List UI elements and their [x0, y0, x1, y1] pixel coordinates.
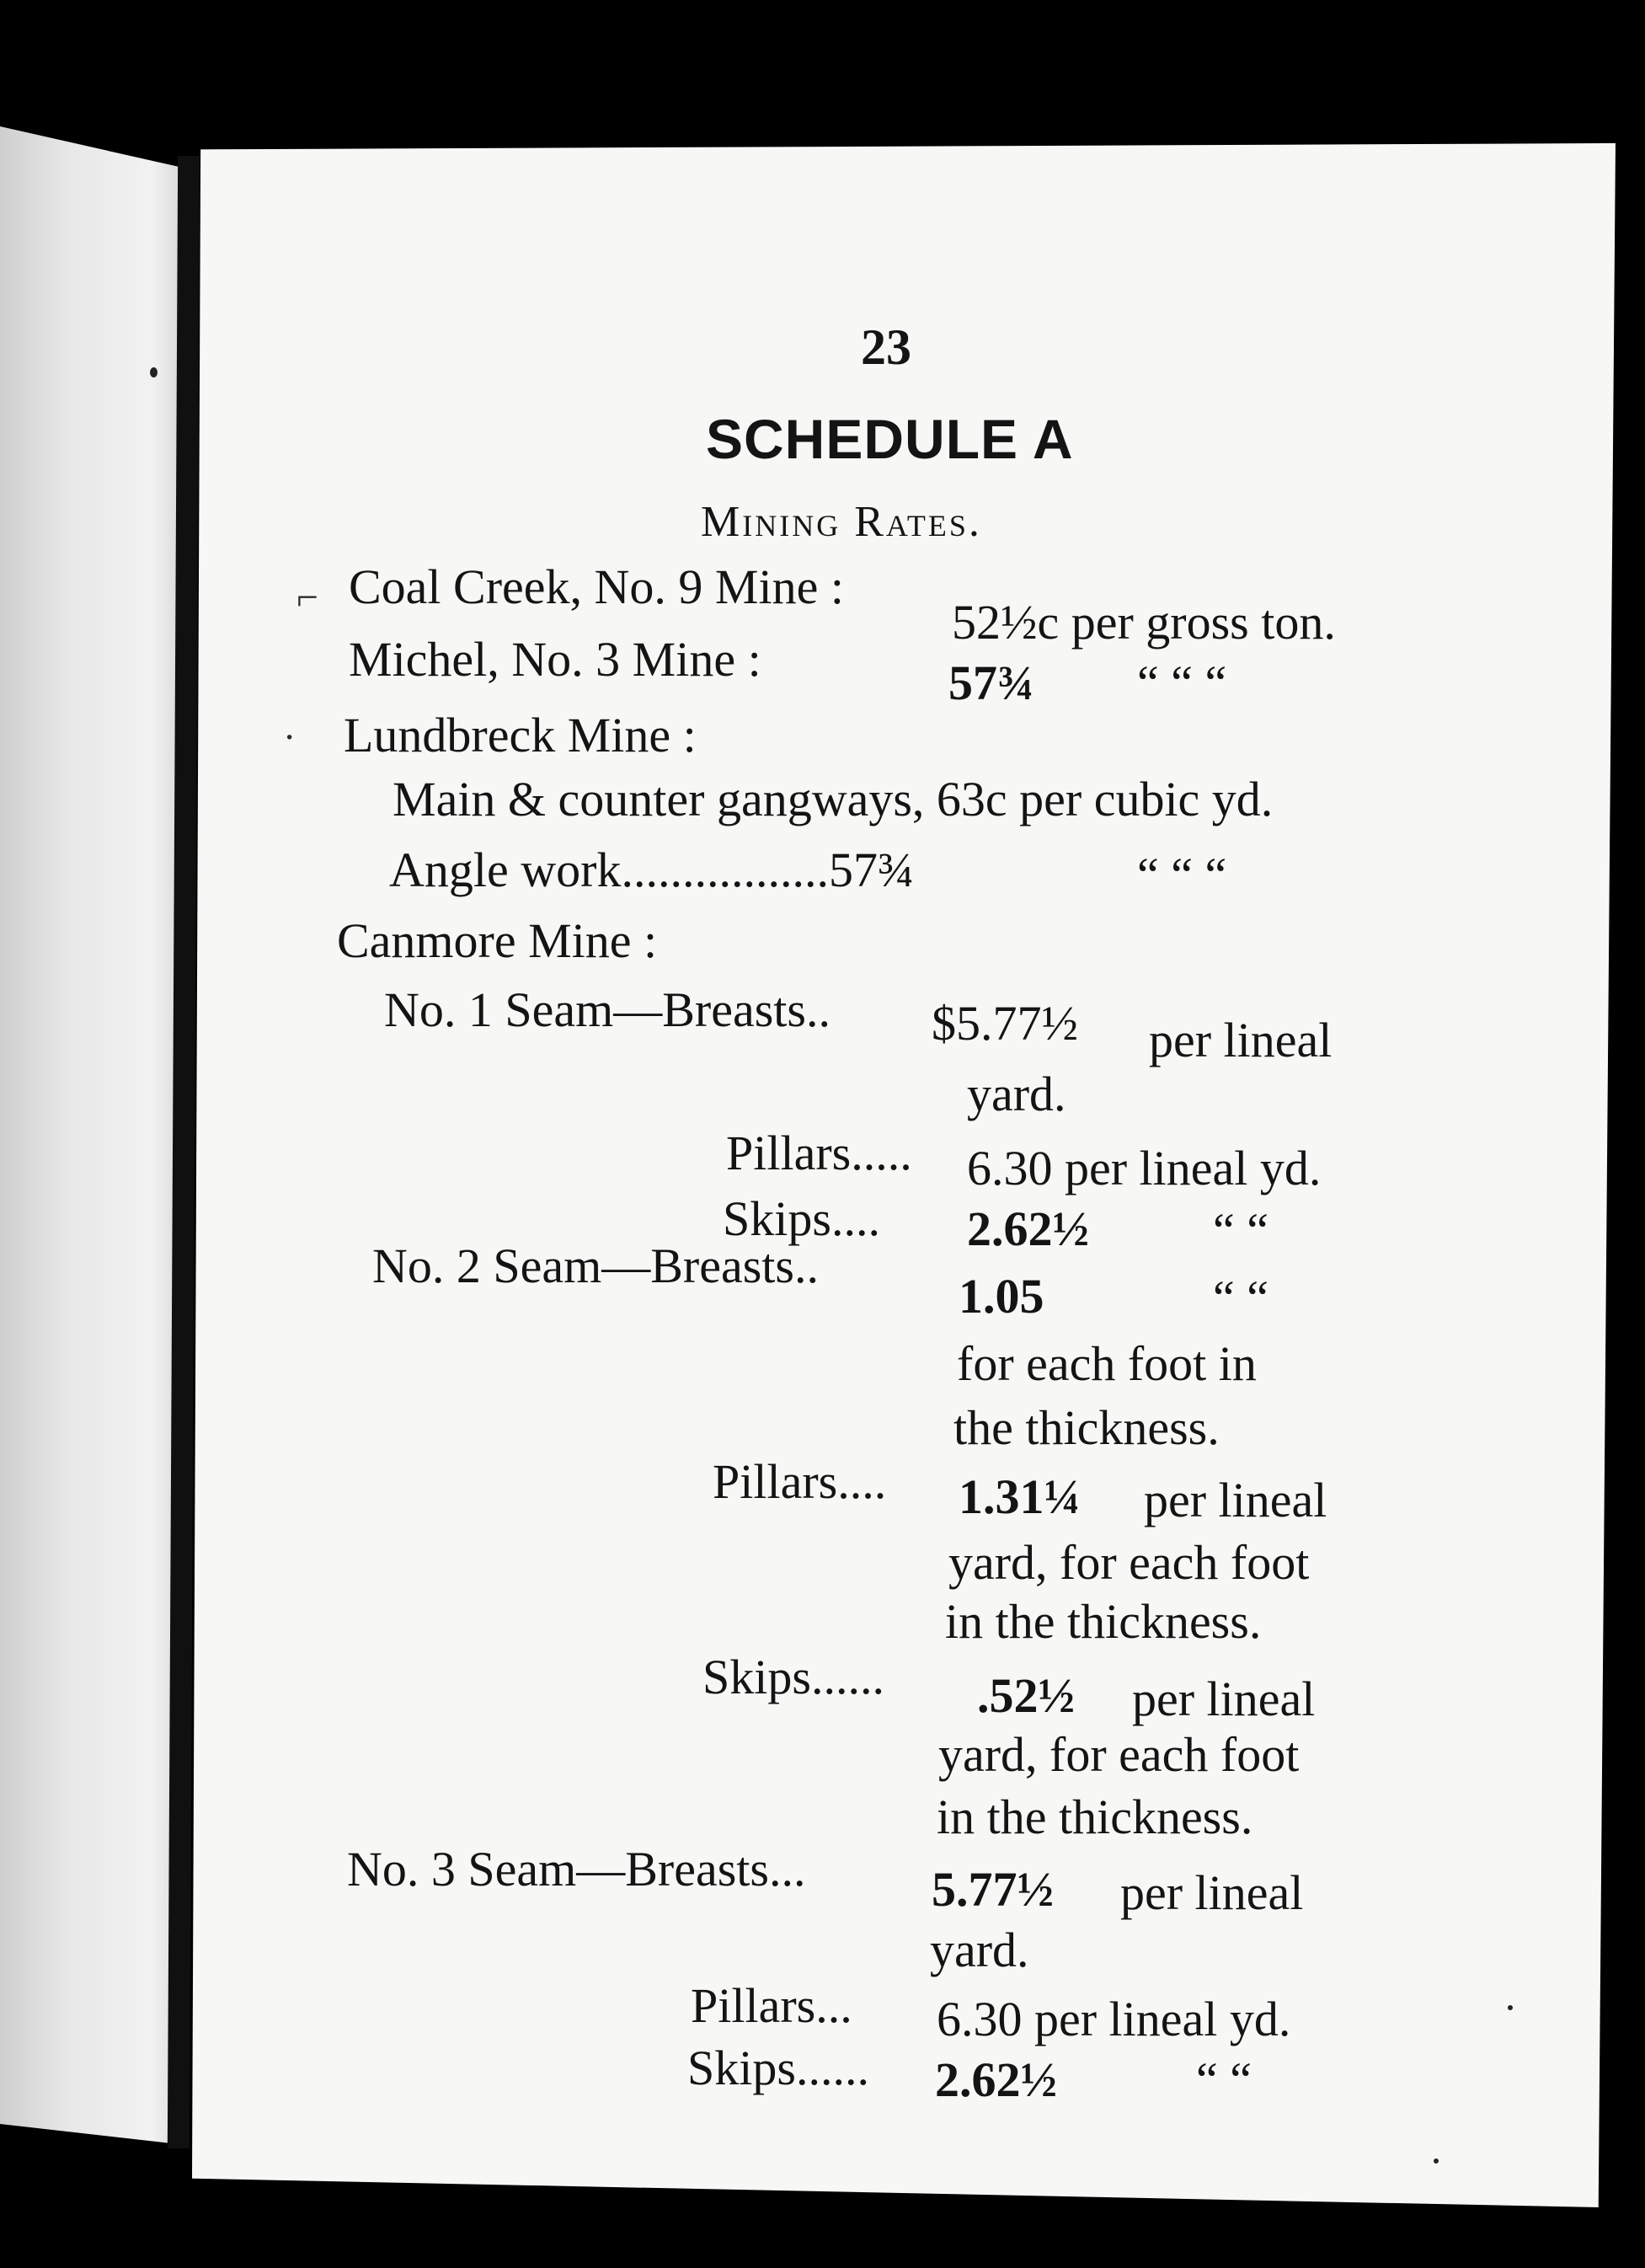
lundbreck-label: Lundbreck Mine : [344, 708, 697, 762]
seam2-skips-label: Skips...... [702, 1650, 884, 1704]
seam2-skips-rate: .52½ [977, 1668, 1075, 1723]
seam1-breasts-unit-cont: yard. [967, 1067, 1066, 1121]
scan-speck [1508, 2005, 1513, 2010]
page-number: 23 [861, 319, 911, 375]
lundbreck-angle-work: Angle work.................57¾ [389, 842, 915, 897]
ditto-marks: “ “ [1196, 2052, 1252, 2107]
seam3-breasts-unit-cont: yard. [930, 1923, 1029, 1977]
ditto-marks: “ “ “ [1137, 848, 1227, 902]
seam3-skips-rate: 2.62½ [935, 2052, 1057, 2107]
seam2-breasts-note: the thickness. [953, 1400, 1220, 1455]
seam1-breasts-rate: $5.77½ [932, 996, 1078, 1051]
scan-speck [150, 367, 158, 377]
coal-creek-rate: 52½c per gross ton. [952, 595, 1336, 650]
section-subtitle: Mining Rates. [701, 498, 982, 546]
seam1-skips-label: Skips.... [723, 1191, 880, 1246]
seam3-breasts-rate: 5.77½ [932, 1862, 1054, 1917]
seam1-breasts-unit: per lineal [1149, 1013, 1333, 1067]
seam1-breasts-label: No. 1 Seam—Breasts.. [384, 982, 831, 1037]
ditto-marks: “ “ [1213, 1203, 1268, 1258]
seam2-skips-unit: per lineal [1132, 1672, 1316, 1726]
seam2-pillars-label: Pillars.... [713, 1454, 887, 1509]
seam2-pillars-rate: 1.31¼ [959, 1469, 1081, 1524]
seam2-breasts-note: for each foot in [957, 1336, 1257, 1391]
seam2-pillars-note: in the thickness. [945, 1594, 1262, 1649]
michel-label: Michel, No. 3 Mine : [349, 632, 761, 687]
margin-mark: · [283, 715, 296, 758]
seam1-pillars-rate: 6.30 per lineal yd. [967, 1141, 1322, 1196]
seam2-skips-note: yard, for each foot [938, 1727, 1300, 1782]
seam3-skips-label: Skips...... [687, 2041, 869, 2095]
coal-creek-label: Coal Creek, No. 9 Mine : [349, 559, 844, 614]
seam1-skips-rate: 2.62½ [967, 1201, 1089, 1256]
margin-mark: ⌐ [296, 575, 318, 618]
previous-page-edge [0, 126, 179, 2144]
canmore-label: Canmore Mine : [337, 913, 658, 968]
seam3-pillars-rate: 6.30 per lineal yd. [937, 1992, 1291, 2046]
seam2-pillars-note: yard, for each foot [948, 1535, 1310, 1590]
scan-speck [1434, 2158, 1439, 2164]
lundbreck-main-counter: Main & counter gangways, 63c per cubic yd. [393, 772, 1274, 826]
seam2-pillars-unit: per lineal [1144, 1473, 1327, 1527]
michel-rate: 57¾ [948, 655, 1034, 710]
ditto-marks: “ “ [1213, 1270, 1268, 1325]
seam2-breasts-rate: 1.05 [959, 1269, 1044, 1324]
seam2-breasts-label: No. 2 Seam—Breasts.. [372, 1238, 819, 1293]
page-title: SCHEDULE A [706, 408, 1074, 470]
seam3-breasts-label: No. 3 Seam—Breasts... [347, 1842, 806, 1896]
seam1-pillars-label: Pillars..... [726, 1126, 912, 1180]
seam2-skips-note: in the thickness. [937, 1789, 1253, 1844]
ditto-marks: “ “ “ [1137, 655, 1227, 710]
seam3-breasts-unit: per lineal [1120, 1865, 1304, 1920]
seam3-pillars-label: Pillars... [691, 1978, 852, 2033]
